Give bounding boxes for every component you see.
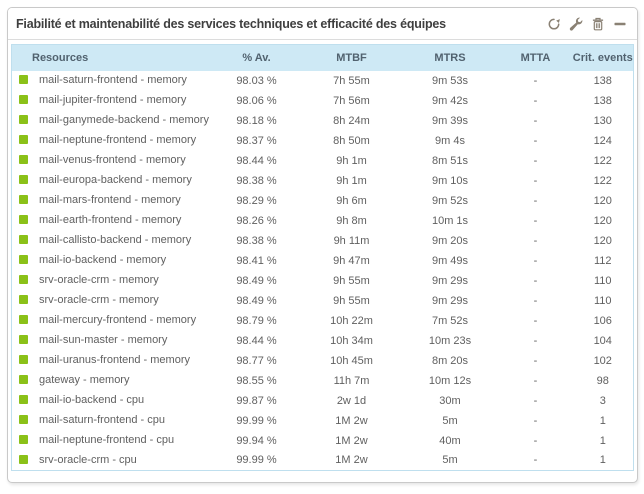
- resource-name: mail-uranus-frontend - memory: [39, 354, 190, 367]
- table-row[interactable]: [12, 211, 634, 231]
- resource-cell: [12, 231, 212, 251]
- resource-name: mail-mars-frontend - memory: [39, 194, 181, 207]
- table-row[interactable]: [12, 171, 634, 191]
- mtrs-cell: 9m 10s: [431, 174, 469, 187]
- mtrs-cell: 9m 42s: [431, 94, 469, 107]
- mtta-cell: -: [533, 334, 538, 347]
- mtrs-cell: 8m 20s: [431, 354, 469, 367]
- table-row[interactable]: [12, 191, 634, 211]
- table-header: [12, 45, 634, 71]
- resource-cell: [12, 191, 212, 211]
- status-ok-icon: [19, 455, 28, 464]
- status-ok-icon: [19, 135, 28, 144]
- crit-events-cell: 98: [596, 374, 609, 387]
- column-header-resources[interactable]: Resources: [12, 45, 212, 71]
- mtta-cell: -: [533, 414, 538, 427]
- status-ok-icon: [19, 295, 28, 304]
- mtrs-cell: 5m: [442, 414, 458, 427]
- widget-card: [7, 7, 638, 483]
- status-ok-icon: [19, 215, 28, 224]
- status-ok-icon: [19, 95, 28, 104]
- mtta-cell: -: [533, 174, 538, 187]
- mtta-cell: -: [533, 374, 538, 387]
- table-row[interactable]: [12, 251, 634, 271]
- resource-name: mail-io-backend - cpu: [39, 394, 145, 407]
- availability-cell: 98.41 %: [236, 254, 277, 267]
- table-row[interactable]: [12, 91, 634, 111]
- crit-events-cell: 124: [593, 134, 612, 147]
- resource-name: mail-venus-frontend - memory: [39, 154, 186, 167]
- mtrs-cell: 9m 52s: [431, 194, 469, 207]
- status-ok-icon: [19, 255, 28, 264]
- table-row[interactable]: [12, 311, 634, 331]
- mtrs-cell: 9m 20s: [431, 234, 469, 247]
- mtrs-cell: 7m 52s: [431, 314, 469, 327]
- availability-cell: 98.37 %: [236, 134, 277, 147]
- mtrs-cell: 10m 1s: [431, 214, 469, 227]
- resource-cell: [12, 111, 212, 131]
- status-ok-icon: [19, 175, 28, 184]
- availability-cell: 98.44 %: [236, 154, 277, 167]
- crit-events-cell: 104: [593, 334, 612, 347]
- resource-cell: [12, 251, 212, 271]
- mtta-cell: -: [533, 454, 538, 467]
- crit-events-cell: 102: [593, 354, 612, 367]
- column-header-mtrs[interactable]: MTRS: [402, 45, 499, 71]
- resource-name: mail-saturn-frontend - cpu: [39, 414, 165, 427]
- table-row[interactable]: [12, 71, 634, 91]
- mtrs-cell: 9m 39s: [431, 114, 469, 127]
- availability-cell: 98.03 %: [236, 74, 277, 87]
- availability-cell: 98.49 %: [236, 294, 277, 307]
- availability-cell: 98.49 %: [236, 274, 277, 287]
- availability-cell: 98.18 %: [236, 114, 277, 127]
- mtbf-cell: 10h 34m: [330, 334, 373, 347]
- status-ok-icon: [19, 355, 28, 364]
- mtbf-cell: 9h 6m: [336, 194, 367, 207]
- resource-name: mail-ganymede-backend - memory: [39, 114, 209, 127]
- minimize-icon[interactable]: [612, 16, 627, 31]
- mtbf-cell: 7h 55m: [333, 74, 370, 87]
- mtbf-cell: 9h 55m: [333, 274, 370, 287]
- resource-cell: [12, 351, 212, 371]
- resource-cell: [12, 431, 212, 451]
- mtbf-cell: 8h 50m: [333, 134, 370, 147]
- table-body: [12, 71, 634, 471]
- resource-cell: [12, 211, 212, 231]
- mtta-cell: -: [533, 194, 538, 207]
- resource-cell: [12, 291, 212, 311]
- crit-events-cell: 122: [593, 174, 612, 187]
- table-row[interactable]: [12, 411, 634, 431]
- resource-name: mail-saturn-frontend - memory: [39, 74, 187, 87]
- resource-cell: [12, 411, 212, 431]
- resource-name: mail-callisto-backend - memory: [39, 234, 192, 247]
- crit-events-cell: 130: [593, 114, 612, 127]
- mtbf-cell: 9h 47m: [333, 254, 370, 267]
- mtrs-cell: 10m 12s: [428, 374, 472, 387]
- services-table: [11, 44, 634, 471]
- mtbf-cell: 9h 1m: [336, 154, 367, 167]
- availability-cell: 98.26 %: [236, 214, 277, 227]
- crit-events-cell: 120: [593, 214, 612, 227]
- crit-events-cell: 3: [599, 394, 606, 407]
- resource-name: srv-oracle-crm - memory: [39, 274, 159, 287]
- resource-cell: [12, 311, 212, 331]
- table-row[interactable]: [12, 431, 634, 451]
- status-ok-icon: [19, 195, 28, 204]
- refresh-icon[interactable]: [546, 16, 561, 31]
- mtrs-cell: 40m: [439, 434, 461, 447]
- crit-events-cell: 1: [599, 434, 606, 447]
- mtrs-cell: 9m 53s: [431, 74, 469, 87]
- table-row[interactable]: [12, 271, 634, 291]
- table-row[interactable]: [12, 351, 634, 371]
- crit-events-cell: 110: [593, 294, 612, 307]
- availability-cell: 98.29 %: [236, 194, 277, 207]
- resource-cell: [12, 91, 212, 111]
- mtbf-cell: 9h 11m: [333, 234, 370, 247]
- availability-cell: 98.55 %: [236, 374, 277, 387]
- resource-cell: [12, 391, 212, 411]
- resource-name: mail-sun-master - memory: [39, 334, 168, 347]
- table-row[interactable]: [12, 331, 634, 351]
- table-row[interactable]: [12, 391, 634, 411]
- column-header-crit-events[interactable]: Crit. events: [573, 45, 634, 71]
- crit-events-cell: 138: [593, 94, 612, 107]
- column-header-mtta[interactable]: MTTA: [499, 45, 573, 71]
- mtrs-cell: 9m 4s: [435, 134, 465, 147]
- mtta-cell: -: [533, 294, 538, 307]
- mtta-cell: -: [533, 254, 538, 267]
- widget-title: Fiabilité et maintenabilité des services techniques et efficacité des équipes: [16, 16, 446, 31]
- widget-toolbar: [546, 16, 627, 31]
- resource-cell: [12, 71, 212, 91]
- mtta-cell: -: [533, 314, 538, 327]
- resource-name: srv-oracle-crm - cpu: [39, 454, 137, 467]
- mtbf-cell: 1M 2w: [335, 414, 368, 427]
- resource-name: srv-oracle-crm - memory: [39, 294, 159, 307]
- mtbf-cell: 1M 2w: [335, 454, 368, 467]
- status-ok-icon: [19, 335, 28, 344]
- mtbf-cell: 2w 1d: [336, 394, 367, 407]
- availability-cell: 99.87 %: [236, 394, 277, 407]
- status-ok-icon: [19, 115, 28, 124]
- table-row[interactable]: [12, 111, 634, 131]
- status-ok-icon: [19, 375, 28, 384]
- availability-cell: 98.44 %: [236, 334, 277, 347]
- availability-cell: 99.94 %: [236, 434, 277, 447]
- mtta-cell: -: [533, 274, 538, 287]
- mtrs-cell: 10m 23s: [428, 334, 472, 347]
- mtta-cell: -: [533, 234, 538, 247]
- mtbf-cell: 9h 8m: [336, 214, 367, 227]
- status-ok-icon: [19, 75, 28, 84]
- widget-header: [8, 8, 637, 40]
- mtrs-cell: 9m 29s: [431, 274, 469, 287]
- mtta-cell: -: [533, 74, 538, 87]
- crit-events-cell: 120: [593, 194, 612, 207]
- widget-content: [8, 40, 637, 475]
- mtta-cell: -: [533, 154, 538, 167]
- mtbf-cell: 10h 45m: [330, 354, 373, 367]
- table-row[interactable]: [12, 291, 634, 311]
- status-ok-icon: [19, 235, 28, 244]
- column-header-availability[interactable]: % Av.: [212, 45, 302, 71]
- trash-icon[interactable]: [590, 16, 605, 31]
- resource-name: mail-europa-backend - memory: [39, 174, 192, 187]
- crit-events-cell: 1: [599, 454, 606, 467]
- table-row[interactable]: [12, 451, 634, 471]
- mtta-cell: -: [533, 134, 538, 147]
- status-ok-icon: [19, 155, 28, 164]
- crit-events-cell: 138: [593, 74, 612, 87]
- mtbf-cell: 9h 55m: [333, 294, 370, 307]
- status-ok-icon: [19, 435, 28, 444]
- wrench-icon[interactable]: [568, 16, 583, 31]
- availability-cell: 98.77 %: [236, 354, 277, 367]
- mtta-cell: -: [533, 394, 538, 407]
- resource-cell: [12, 331, 212, 351]
- resource-name: gateway - memory: [39, 374, 130, 387]
- mtrs-cell: 9m 29s: [431, 294, 469, 307]
- resource-name: mail-jupiter-frontend - memory: [39, 94, 187, 107]
- status-ok-icon: [19, 395, 28, 404]
- mtta-cell: -: [533, 94, 538, 107]
- crit-events-cell: 1: [599, 414, 606, 427]
- availability-cell: 98.06 %: [236, 94, 277, 107]
- mtbf-cell: 9h 1m: [336, 174, 367, 187]
- status-ok-icon: [19, 275, 28, 284]
- table-row[interactable]: [12, 371, 634, 391]
- crit-events-cell: 120: [593, 234, 612, 247]
- mtta-cell: -: [533, 354, 538, 367]
- resource-name: mail-earth-frontend - memory: [39, 214, 182, 227]
- mtta-cell: -: [533, 114, 538, 127]
- crit-events-cell: 112: [593, 254, 612, 267]
- mtbf-cell: 11h 7m: [333, 374, 370, 387]
- table-row[interactable]: [12, 231, 634, 251]
- resource-name: mail-mercury-frontend - memory: [39, 314, 197, 327]
- resource-name: mail-neptune-frontend - cpu: [39, 434, 175, 447]
- resource-name: mail-neptune-frontend - memory: [39, 134, 197, 147]
- resource-name: mail-io-backend - memory: [39, 254, 167, 267]
- availability-cell: 99.99 %: [236, 414, 277, 427]
- mtrs-cell: 30m: [439, 394, 461, 407]
- resource-cell: [12, 451, 212, 471]
- mtta-cell: -: [533, 214, 538, 227]
- resource-cell: [12, 151, 212, 171]
- mtbf-cell: 1M 2w: [335, 434, 368, 447]
- resource-cell: [12, 171, 212, 191]
- mtrs-cell: 9m 49s: [431, 254, 469, 267]
- crit-events-cell: 106: [593, 314, 612, 327]
- mtbf-cell: 10h 22m: [330, 314, 373, 327]
- crit-events-cell: 110: [593, 274, 612, 287]
- availability-cell: 98.38 %: [236, 234, 277, 247]
- table-row[interactable]: [12, 151, 634, 171]
- mtrs-cell: 8m 51s: [431, 154, 469, 167]
- availability-cell: 99.99 %: [236, 454, 277, 467]
- table-row[interactable]: [12, 131, 634, 151]
- mtbf-cell: 8h 24m: [333, 114, 370, 127]
- crit-events-cell: 122: [593, 154, 612, 167]
- mtrs-cell: 5m: [442, 454, 458, 467]
- availability-cell: 98.38 %: [236, 174, 277, 187]
- availability-cell: 98.79 %: [236, 314, 277, 327]
- status-ok-icon: [19, 315, 28, 324]
- mtta-cell: -: [533, 434, 538, 447]
- resource-cell: [12, 371, 212, 391]
- resource-cell: [12, 271, 212, 291]
- column-header-mtbf[interactable]: MTBF: [302, 45, 402, 71]
- status-ok-icon: [19, 415, 28, 424]
- resource-cell: [12, 131, 212, 151]
- mtbf-cell: 7h 56m: [333, 94, 370, 107]
